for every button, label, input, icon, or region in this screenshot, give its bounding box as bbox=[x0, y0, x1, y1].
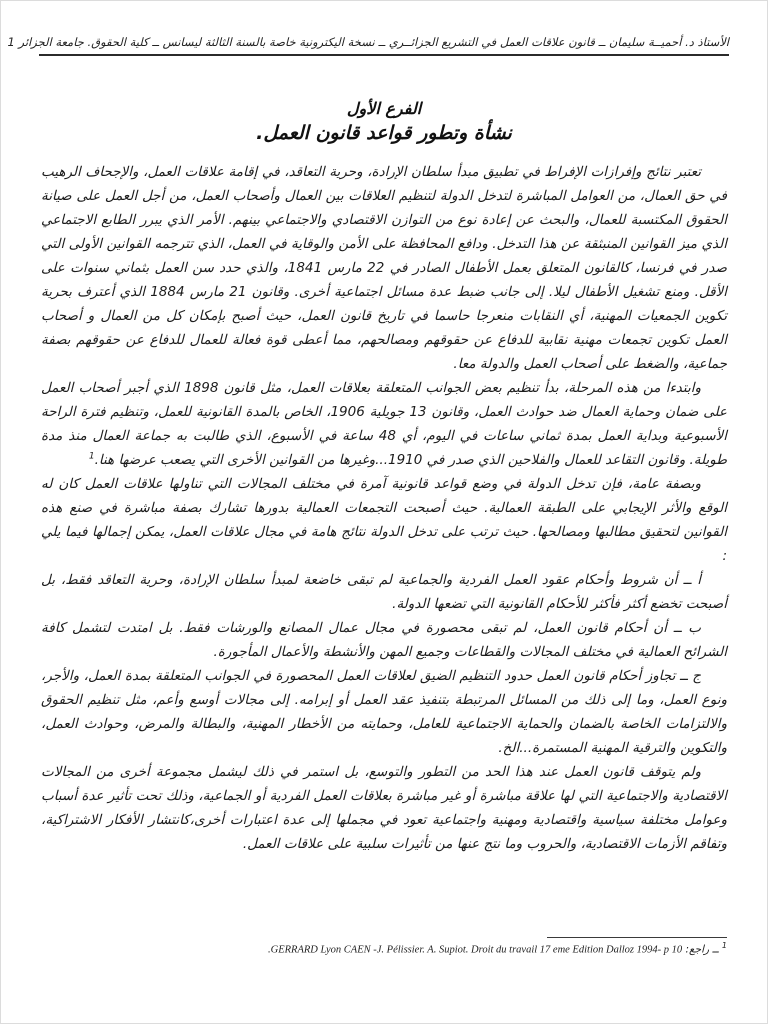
document-body bbox=[41, 93, 727, 856]
paragraph-conclusion: ولم يتوقف قانون العمل عند هذا الحد من التطور والتوسع، بل استمر في ذلك ليشمل مجموعة أخرى من المجالات الاقتصادية والاجتماعية التي لها علاقة مباشرة أو غير مباشرة بعلاقات العمل الفردية أو الجماعية، وذلك تحت تأثير عدة أسباب وعوامل مختلفة سياسية واقتصادية ومهنية واجتماعية تعود في مجملها إلى عدة اعتبارات أخرى،كانتشار الأفكار الاشتراكية، وتفاقم الأزمات الاقتصادية، والحروب وما نتج عنها من تأثيرات سلبية على علاقات العمل. bbox=[41, 764, 727, 852]
paragraph-laws-text: وابتدءا من هذه المرحلة، بدأ تنظيم بعض الجوانب المتعلقة بعلاقات العمل، مثل قانون 1898 الذي أجبر أصحاب العمل على ضمان وحماية العمال ضد حوادث العمل، وقانون 13 جويلية 1906، الخاص بالمدة القانونية للعمل، وتنظيم فترة الراحة الأسبوعية وبداية العمل بمدة ثماني ساعات في اليوم، أي 48 ساعة في الأسبوع، الذي طالبت به جماعة العمال منذ مدة طويلة. وقانون التقاعد للعمال والفلاحين الذي صدر في 1910...وغيرها من القوانين الأخرى التي يصعب عرضها هنا. bbox=[41, 380, 728, 468]
footnote-divider bbox=[547, 937, 727, 938]
list-item-b: ب ــ أن أحكام قانون العمل، لم تبقى محصورة في مجال عمال المصانع والورشات فقط. بل امتدت لتشمل كافة الشرائح العمالية في مختلف المجالات والقطاعات وجميع المهن والأنشطة والأعمال المأجورة. bbox=[41, 620, 727, 660]
running-header bbox=[7, 35, 729, 64]
paragraph-laws bbox=[41, 376, 727, 472]
paragraph-intro: تعتبر نتائج وإفرازات الإفراط في تطبيق مبدأ سلطان الإرادة، وحرية التعاقد، في إقامة علاقات العمل، والإجحاف الرهيب في حق العمال، من العوامل المباشرة لتدخل الدولة لتنظيم العلاقات بين العمال وأصحاب العمل، من أجل العمل على صيانة الحقوق المكتسبة للعمال، والبحث عن إعادة نوع من التوازن الاقتصادي والاجتماعي بينهم. الأمر الذي يبرر الطابع الاجتماعي الذي ميز القوانين المنبثقة عن هذا التدخل. ودافع المحافظة على الأمن والوقاية في العمل، الذي تترجمه القوانين الأولى التي صدر في فرنسا، كالقانون المتعلق بعمل الأطفال الصادر في 22 مارس 1841، والذي حدد سن العمل بثماني سنوات على الأقل. ومنع تشغيل الأطفال ليلا. إلى جانب ضبط عدة مسائل اجتماعية أخرى. وقانون 21 مارس 1884 الذي أعترف بحرية تكوين الجمعيات المهنية، أي النقابات منعرجا حاسما في تاريخ قانون العمل، حيث أصبح بإمكان كل من العمال و أصحاب العمل تكوين تجمعات مهنية نقابية للدفاع عن حقوقهم ومصالحهم، مما أعطى قوة فعالة للعمال للدفاع عن حقوقهم بصفة جماعية، والضغط على أصحاب العمل والدولة معا. bbox=[41, 164, 728, 372]
section-subtitle: نشأة وتطور قواعد قانون العمل. bbox=[256, 122, 512, 144]
footnote-intro: ــ راجع: bbox=[685, 943, 719, 956]
section-title: الفرع الأول bbox=[346, 99, 422, 118]
footnote-citation: GERRARD Lyon CAEN -J. Pélissier. A. Supiot. Droit du travail 17 eme Edition Dalloz 1994- p 10. bbox=[268, 944, 683, 956]
footnote-area bbox=[41, 937, 727, 956]
header-divider bbox=[39, 54, 729, 56]
paragraph-state-intervention: وبصفة عامة، فإن تدخل الدولة في وضع قواعد قانونية آمرة في مختلف المجالات التي تناولها علاقات العمل كان له الوقع والأثر الإيجابي على الطبقة العمالية. حيث أصبحت التجمعات العمالية بدورها تشارك بصفة مباشرة في صنع هذه القوانين لتحقيق مطالبها ومصالحها. حيث ترتب على تدخل الدولة نتائج هامة في مجال علاقات العمل، يمكن إجمالها فيما يلي : bbox=[41, 476, 727, 564]
running-header-text: الأستاذ د. أحميــة سليمان ــ قانون علاقات العمل في التشريع الجزائــري ــ نسخة اليكترونية خاصة بالسنة الثالثة ليسانس ــ كلية الحقوق. جامعة الجزائر 1 bbox=[7, 35, 729, 49]
list-item-c: ج ــ تجاوز أحكام قانون العمل حدود التنظيم الضيق لعلاقات العمل المحصورة في الجوانب المتعلقة بمدة العمل، والأجر، ونوع العمل، وما إلى ذلك من المسائل المرتبطة بتنفيذ عقد العمل أو إبرامه. إلى مجالات أوسع وأعم، مثل تنظيم الحقوق والالتزامات الخاصة بالضمان والحماية الاجتماعية للعامل، وحمايته من الأخطار المهنية، والبطالة والمرض، وحوادث العمل، والتكوين والترقية المهنية المستمرة...الخ. bbox=[41, 668, 727, 756]
footnote-marker: 1 bbox=[721, 941, 727, 950]
footnote bbox=[41, 941, 727, 956]
list-item-a: أ ــ أن شروط وأحكام عقود العمل الفردية والجماعية لم تبقى خاضعة لمبدأ سلطان الإرادة، وحرية التعاقد فقط، بل أصبحت تخضع أكثر فأكثر للأحكام القانونية التي تضعها الدولة. bbox=[41, 572, 727, 612]
footnote-ref: 1 bbox=[88, 451, 95, 462]
